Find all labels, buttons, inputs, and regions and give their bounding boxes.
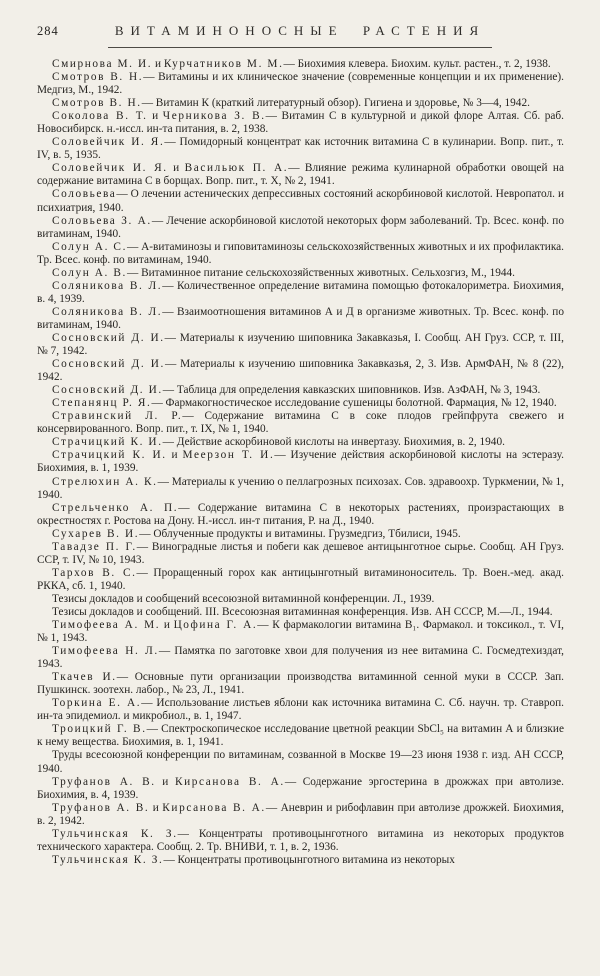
references-list — [37, 58, 564, 867]
reference-entry — [37, 280, 564, 306]
reference-text: — К фармакологии витамина В₁. Фармакол. и токсикол., т. VI, № 1, 1943. — [37, 619, 564, 645]
reference-text: и — [147, 110, 163, 123]
reference-entry — [37, 802, 564, 828]
reference-entry — [37, 397, 564, 410]
author-name: Сухарев В. И. — [52, 527, 140, 540]
reference-entry — [37, 306, 564, 332]
reference-text: — Взаимоотношения витаминов А и Д в организме животных. Тр. Всес. конф. по витаминам, 1940. — [37, 305, 564, 331]
reference-text: — Материалы к изучению шиповника Закавказья, I. Сообщ. АН Груз. ССР, т. III, № 7, 1942. — [37, 331, 565, 358]
reference-entry — [37, 606, 564, 619]
author-name: Сосновский Д. И. — [52, 331, 165, 344]
reference-entry — [37, 267, 564, 280]
reference-entry — [37, 97, 564, 110]
reference-text: и — [167, 162, 185, 175]
reference-text: — Памятка по заготовке хвои для получения из нее витамина С. Госмедтехиздат, 1943. — [37, 645, 564, 671]
author-name: Черникова З. В. — [162, 110, 266, 123]
author-name: Стрельченко А. П. — [52, 501, 179, 514]
author-name: Тархов В. С. — [52, 566, 137, 579]
reference-text: и — [155, 775, 175, 788]
reference-text: — Изучение действия аскорбиновой кислоты на эстеразу. Биохимия, в. 1, 1939. — [37, 449, 564, 475]
reference-text: — Материалы к учению о пеллагрозных психозах. Сов. здравоохр. Туркмении, № 1, 1940. — [37, 475, 564, 501]
reference-entry — [37, 241, 564, 267]
reference-text: — Фармакогностическое исследование сушеницы болотной. Фармация, № 12, 1940. — [151, 397, 557, 410]
reference-text: — Лечение аскорбиновой кислотой некоторых форм заболеваний. Тр. Всес. конф. по витаминам, 1940. — [37, 214, 564, 240]
reference-text: — Действие аскорбиновой кислоты на инвертазу. Биохимия, в. 2, 1940. — [162, 436, 505, 449]
author-name: Кирсанова В. А. — [174, 775, 285, 788]
reference-entry — [37, 71, 564, 97]
author-name: Труфанов А. В. — [52, 775, 156, 788]
author-name: Троицкий Г. В. — [52, 723, 147, 736]
author-name: Соляникова В. Л. — [52, 279, 163, 292]
reference-entry — [37, 58, 564, 71]
author-name: Соловьева З. А. — [52, 214, 152, 227]
reference-entry — [37, 776, 564, 802]
reference-text: Тезисы докладов и сообщений всесоюзной витаминной конференции. Л., 1939. — [52, 592, 435, 605]
author-name: Сосновский Д. И. — [52, 358, 165, 371]
author-name: Меерзон Т. И. — [182, 449, 275, 462]
author-name: Соловейчик И. Я. — [52, 136, 165, 149]
reference-text: и — [166, 449, 183, 462]
author-name: Кирсанова В. А. — [162, 801, 266, 814]
reference-entry — [37, 162, 564, 188]
author-name: Страчицкий К. И. — [52, 436, 163, 449]
reference-entry — [37, 410, 564, 436]
author-name: Тавадзе П. Г. — [52, 540, 137, 553]
author-name: Солун А. С. — [52, 240, 127, 253]
author-name: Соляникова В. Л. — [52, 305, 163, 318]
reference-entry — [37, 541, 564, 567]
reference-text: и — [152, 58, 164, 70]
reference-text: — Витамин К (краткий литературный обзор). Гигиена и здоровье, № 3—4, 1942. — [141, 97, 530, 110]
author-name: Цофина Г. А. — [173, 619, 258, 632]
reference-text: — Витаминное питание сельскохозяйственных животных. Сельхозгиз, М., 1944. — [126, 266, 515, 279]
reference-entry — [37, 828, 564, 854]
reference-text: Труды всесоюзной конференции по витаминам, созванной в Москве 19—23 июня 1938 г. изд. АН СССР, 1940. — [37, 749, 564, 775]
reference-text: и — [160, 619, 174, 632]
reference-entry — [37, 384, 564, 397]
reference-text: — Использование листьев яблони как источника витамина С. Сб. научн. тр. Ставроп. ин-та эпидемиол. и микробиол., в. 1, 1947. — [37, 697, 564, 723]
reference-entry — [37, 476, 564, 502]
author-name: Страчицкий К. И. — [52, 449, 167, 462]
header-rule — [108, 47, 492, 48]
reference-text: — А-витаминозы и гиповитаминозы сельскохозяйственных животных и их профилактика. Тр. Всес. конф. по витаминам, 1940. — [37, 240, 564, 266]
author-name: Торкина Е. А. — [52, 697, 142, 710]
author-name: Смотров В. Н. — [52, 97, 142, 110]
reference-text: — Биохимия клевера. Биохим. культ. растен., т. 2, 1938. — [283, 58, 551, 70]
reference-entry — [37, 136, 564, 162]
author-name: Стрелюхин А. К. — [52, 475, 158, 488]
reference-entry — [37, 567, 564, 593]
reference-text: — Спектроскопическое исследование цветной реакции SbCl₅ на витамин А и близкие к нему вещества. Биохимия, в. 1, 1941. — [37, 723, 564, 749]
reference-text: — Таблица для определения кавказских шиповников. Изв. АзФАН, № 3, 1943. — [162, 384, 541, 397]
reference-text: — Влияние режима кулинарной обработки овощей на содержание витамина С в борщах. Вопр. пит., т. X, № 2, 1941. — [37, 162, 564, 188]
reference-entry — [37, 749, 564, 775]
author-name: Стравинский Л. Р. — [52, 410, 183, 423]
reference-text: и — [149, 801, 163, 814]
author-name: Солун А. В. — [52, 266, 127, 279]
author-name: Тульчинская К. З. — [52, 853, 164, 866]
reference-text: — Количественное определение витамина помощью фотокалориметра. Биохимия, в. 4, 1939. — [37, 279, 564, 305]
reference-text: — Концентраты противоцынготного витамина из некоторых продуктов технического характера. Сообщ. 2. Тр. ВНИВИ, т. 1, в. 2, 1936. — [37, 827, 564, 853]
reference-entry — [37, 671, 564, 697]
reference-text: — Основные пути организации производства витаминной сенной муки в СССР. Зап. Пушкинск. зоотехн. лабор., № 23, Л., 1941. — [37, 671, 564, 697]
reference-entry — [37, 528, 564, 541]
reference-text: — Аневрин и рибофлавин при автолизе дрожжей. Биохимия, в. 2, 1942. — [37, 801, 564, 827]
author-name: Степанянц Р. Я. — [52, 397, 152, 410]
reference-text: — Витамины и их клиническое значение (современные концепции и их применение). Медгиз, М., 1942. — [37, 71, 564, 97]
reference-text: — Материалы к изучению шиповника Закавказья, 2, 3. Изв. АрмФАН, № 8 (22), 1942. — [37, 358, 565, 384]
reference-entry — [37, 502, 564, 528]
reference-text: — Содержание витамина С в некоторых растениях, произрастающих в окрестностях г. Ростова на Дону. Н.-иссл. ин-т питания, Р. на Д., 1940. — [37, 501, 564, 527]
reference-entry — [37, 110, 564, 136]
reference-text: Тезисы докладов и сообщений. III. Всесоюзная витаминная конференция. Изв. АН СССР, М.—Л., 1944. — [52, 605, 553, 618]
author-name: Соловьева — [52, 188, 117, 201]
author-name: Сосновский Д. И. — [52, 384, 163, 397]
reference-entry — [37, 332, 564, 358]
author-name: Смирнова М. И. — [52, 58, 153, 70]
reference-text: — Витамин С в культурной и дикой флоре Алтая. Сб. раб. Новосибирск. н.-иссл. ин-та питания, в. 2, 1938. — [37, 110, 564, 136]
reference-text: — Проращенный горох как антицынготный витаминоноситель. Тр. Воен.-мед. акад. РККА, сб. 1, 1940. — [37, 566, 564, 592]
reference-entry — [37, 619, 564, 645]
reference-entry — [37, 449, 564, 475]
reference-text: — Концентраты противоцынготного витамина из некоторых — [163, 853, 455, 866]
reference-entry — [37, 645, 564, 671]
reference-text: — Помидорный концентрат как источник витамина С в кулинарии. Вопр. пит., т. IV, в. 5, 1935. — [37, 136, 564, 162]
reference-text: — Облученные продукты и витамины. Грузмедгиз, Тбилиси, 1945. — [139, 527, 461, 540]
reference-text: — О лечении астенических депрессивных состояний аскорбиновой кислотой. Невропатол. и психиатрия, 1940. — [37, 188, 564, 214]
reference-text: — Виноградные листья и побеги как дешевое антицынготное сырье. Сообщ. АН Груз. ССР, т. IV, № 10, 1943. — [37, 540, 564, 566]
author-name: Тульчинская К. З. — [52, 827, 178, 840]
reference-entry — [37, 697, 564, 723]
reference-entry — [37, 436, 564, 449]
author-name: Тимофеева Н. Л. — [52, 645, 159, 658]
author-name: Курчатников М. М. — [163, 58, 284, 70]
author-name: Соколова В. Т. — [52, 110, 148, 123]
page-number: 284 — [37, 24, 59, 38]
page-header — [0, 23, 600, 43]
author-name: Смотров В. Н. — [52, 71, 144, 84]
author-name: Соловейчик И. Я. — [52, 162, 168, 175]
author-name: Труфанов А. В. — [52, 801, 150, 814]
reference-entry — [37, 358, 564, 384]
reference-entry — [37, 188, 564, 214]
reference-entry — [37, 593, 564, 606]
running-title: ВИТАМИНОНОСНЫЕ РАСТЕНИЯ — [114, 23, 486, 38]
reference-text: — Содержание эргостерина в дрожжах при автолизе. Биохимия, в. 4, 1939. — [37, 775, 565, 801]
reference-entry — [37, 723, 564, 749]
reference-entry — [37, 854, 564, 867]
reference-entry — [37, 215, 564, 241]
author-name: Васильюк П. А. — [184, 162, 289, 175]
author-name: Ткачев И. — [52, 671, 117, 684]
book-page — [0, 23, 600, 976]
author-name: Тимофеева А. М. — [52, 619, 161, 632]
reference-text: — Содержание витамина С в соке плодов грейпфрута свежего и консервированного. Вопр. пит., т. IX, № 1, 1940. — [37, 410, 565, 436]
